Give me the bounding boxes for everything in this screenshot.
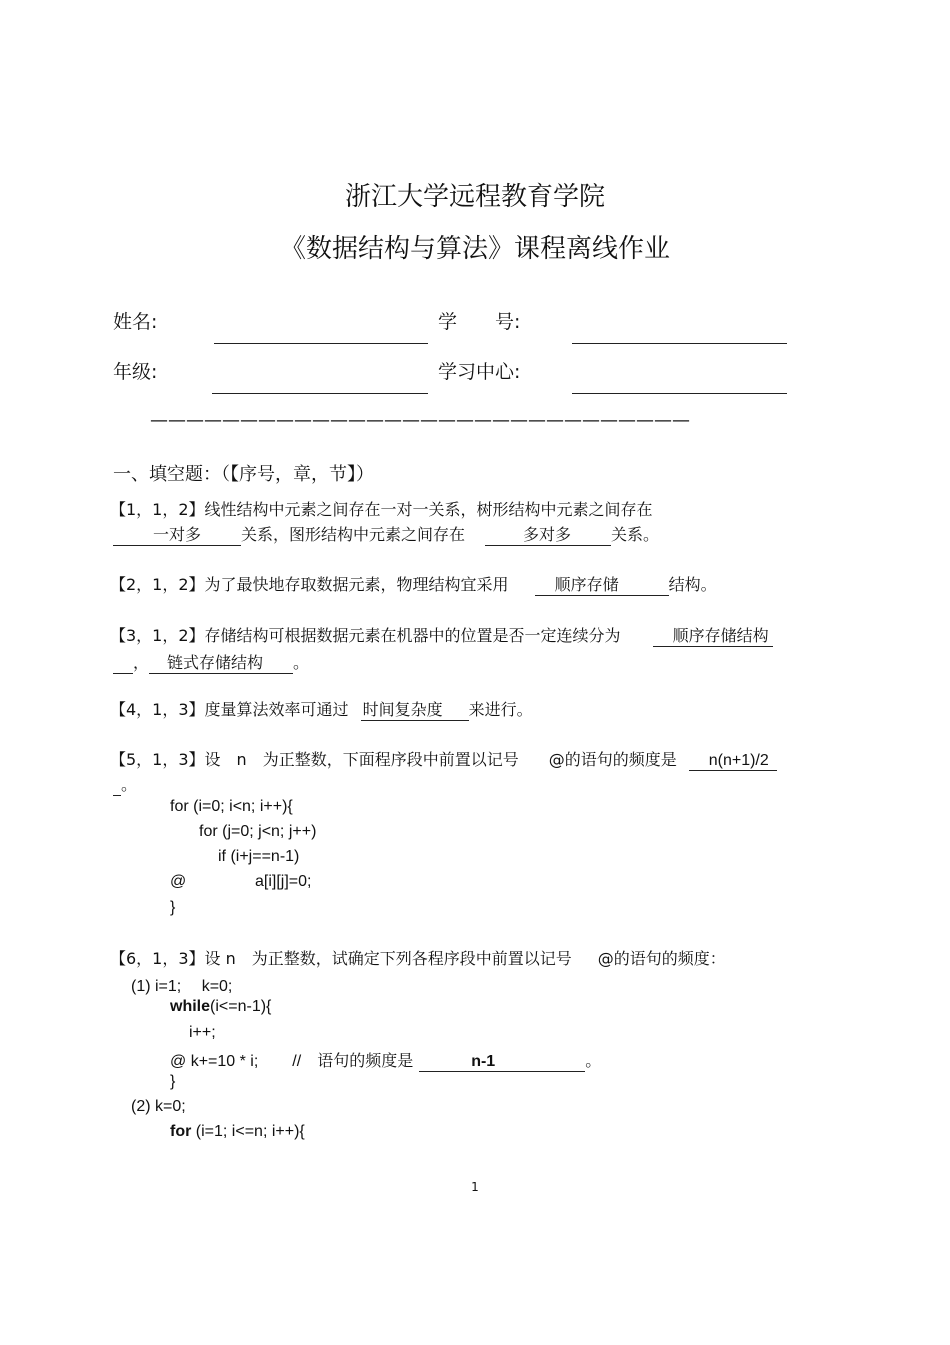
keyword-for: for — [170, 1123, 192, 1140]
code-mark: @ — [170, 873, 187, 890]
keyword-while: while — [170, 998, 211, 1015]
program-1-statement: @ k+=10 * i; — [170, 1053, 259, 1070]
for-condition: (i=1; i<=n; i++){ — [195, 1123, 305, 1140]
code-line-5: } — [170, 899, 176, 916]
question-3-end: 。 — [293, 653, 310, 672]
name-field-line[interactable] — [214, 343, 428, 344]
code-line-1: for (i=0; i<n; i++){ — [170, 798, 293, 815]
question-1-line-1 — [110, 497, 653, 520]
while-condition: (i<=n-1){ — [210, 998, 272, 1015]
question-4-text-a: 度量算法效率可通过 — [204, 700, 349, 719]
program-1-while — [170, 998, 271, 1016]
question-1-text-c: 关系。 — [611, 525, 660, 544]
question-6-text-a: 设 n 为正整数，试确定下列各程序段中前置以记号 — [204, 949, 572, 968]
question-3-tag: 【3，1，2】 — [110, 626, 205, 645]
question-5-mark: @ — [548, 750, 565, 769]
program-1-comment: // 语句的频度是 — [292, 1053, 414, 1070]
question-2 — [110, 572, 717, 595]
name-label: 姓名: — [113, 311, 158, 333]
code-line-2: for (j=0; j<n; j++) — [199, 823, 317, 840]
program-1-statement-line — [170, 1048, 601, 1071]
grade-label: 年级: — [113, 361, 158, 383]
question-5-text-a: 设 n 为正整数，下面程序段中前置以记号 — [204, 750, 519, 769]
question-4 — [110, 697, 533, 720]
question-1-tag: 【1，1，2】 — [110, 500, 205, 519]
program-1-close: } — [170, 1073, 176, 1090]
dashed-divider: —————————————————————————————— — [150, 410, 690, 431]
student-id-label: 学 号: — [438, 311, 521, 333]
question-5-text-b: 的语句的频度是 — [564, 750, 677, 769]
question-5-line-1 — [110, 747, 777, 770]
question-6-text-b: 的语句的频度： — [613, 949, 726, 968]
question-6-tag: 【6，1，3】 — [110, 949, 205, 968]
program-1-answer: n-1 — [419, 1053, 585, 1072]
question-3-line-1 — [110, 623, 773, 646]
code-line-3: if (i+j==n-1) — [218, 848, 300, 865]
program-1-line-1: (1) i=1; k=0; — [131, 978, 233, 995]
question-3-sep: ， — [133, 653, 150, 672]
question-6 — [110, 946, 726, 969]
question-3-text-a: 存储结构可根据数据元素在机器中的位置是否一定连续分为 — [204, 626, 621, 645]
program-2-line-1: (2) k=0; — [131, 1098, 186, 1115]
question-1-answer-a: 一对多 — [113, 525, 241, 546]
question-3-answer-a: 顺序存储结构 — [653, 626, 773, 647]
grade-field-line[interactable] — [212, 393, 428, 394]
question-5-tag: 【5，1，3】 — [110, 750, 205, 769]
learning-center-field-line[interactable] — [572, 393, 787, 394]
question-3-line-2 — [113, 650, 309, 673]
question-4-tag: 【4，1，3】 — [110, 700, 205, 719]
program-1-increment: i++; — [189, 1024, 216, 1041]
code-line-4: a[i][j]=0; — [255, 873, 312, 890]
question-5-end: 。 — [121, 775, 138, 794]
question-2-tag: 【2，1，2】 — [110, 575, 205, 594]
question-6-mark: @ — [597, 949, 614, 968]
question-4-text-b: 来进行。 — [468, 700, 533, 719]
course-title: 《数据结构与算法》课程离线作业 — [279, 234, 670, 264]
program-1-end: 。 — [585, 1053, 602, 1070]
question-4-answer: 时间复杂度 — [361, 700, 469, 721]
learning-center-label: 学习中心: — [438, 361, 521, 383]
question-2-text-a: 为了最快地存取数据元素，物理结构宜采用 — [204, 575, 509, 594]
student-id-field-line[interactable] — [572, 343, 787, 344]
question-1-line-2 — [113, 522, 659, 545]
question-5-line-2 — [113, 772, 137, 795]
page-number: 1 — [471, 1180, 479, 1194]
question-1-answer-b: 多对多 — [485, 525, 611, 546]
question-1-text-a: 线性结构中元素之间存在一对一关系，树形结构中元素之间存在 — [204, 500, 653, 519]
question-5-answer: n(n+1)/2 — [689, 752, 777, 771]
question-1-text-b: 关系，图形结构中元素之间存在 — [241, 525, 466, 544]
document-title: 浙江大学远程教育学院 — [344, 182, 605, 212]
section-heading: 一、填空题：（【序号，章，节】） — [113, 464, 374, 485]
question-2-text-b: 结构。 — [668, 575, 717, 594]
program-2-for — [170, 1123, 305, 1141]
question-3-answer-b: 链式存储结构 — [149, 653, 293, 674]
question-2-answer: 顺序存储 — [535, 575, 669, 596]
